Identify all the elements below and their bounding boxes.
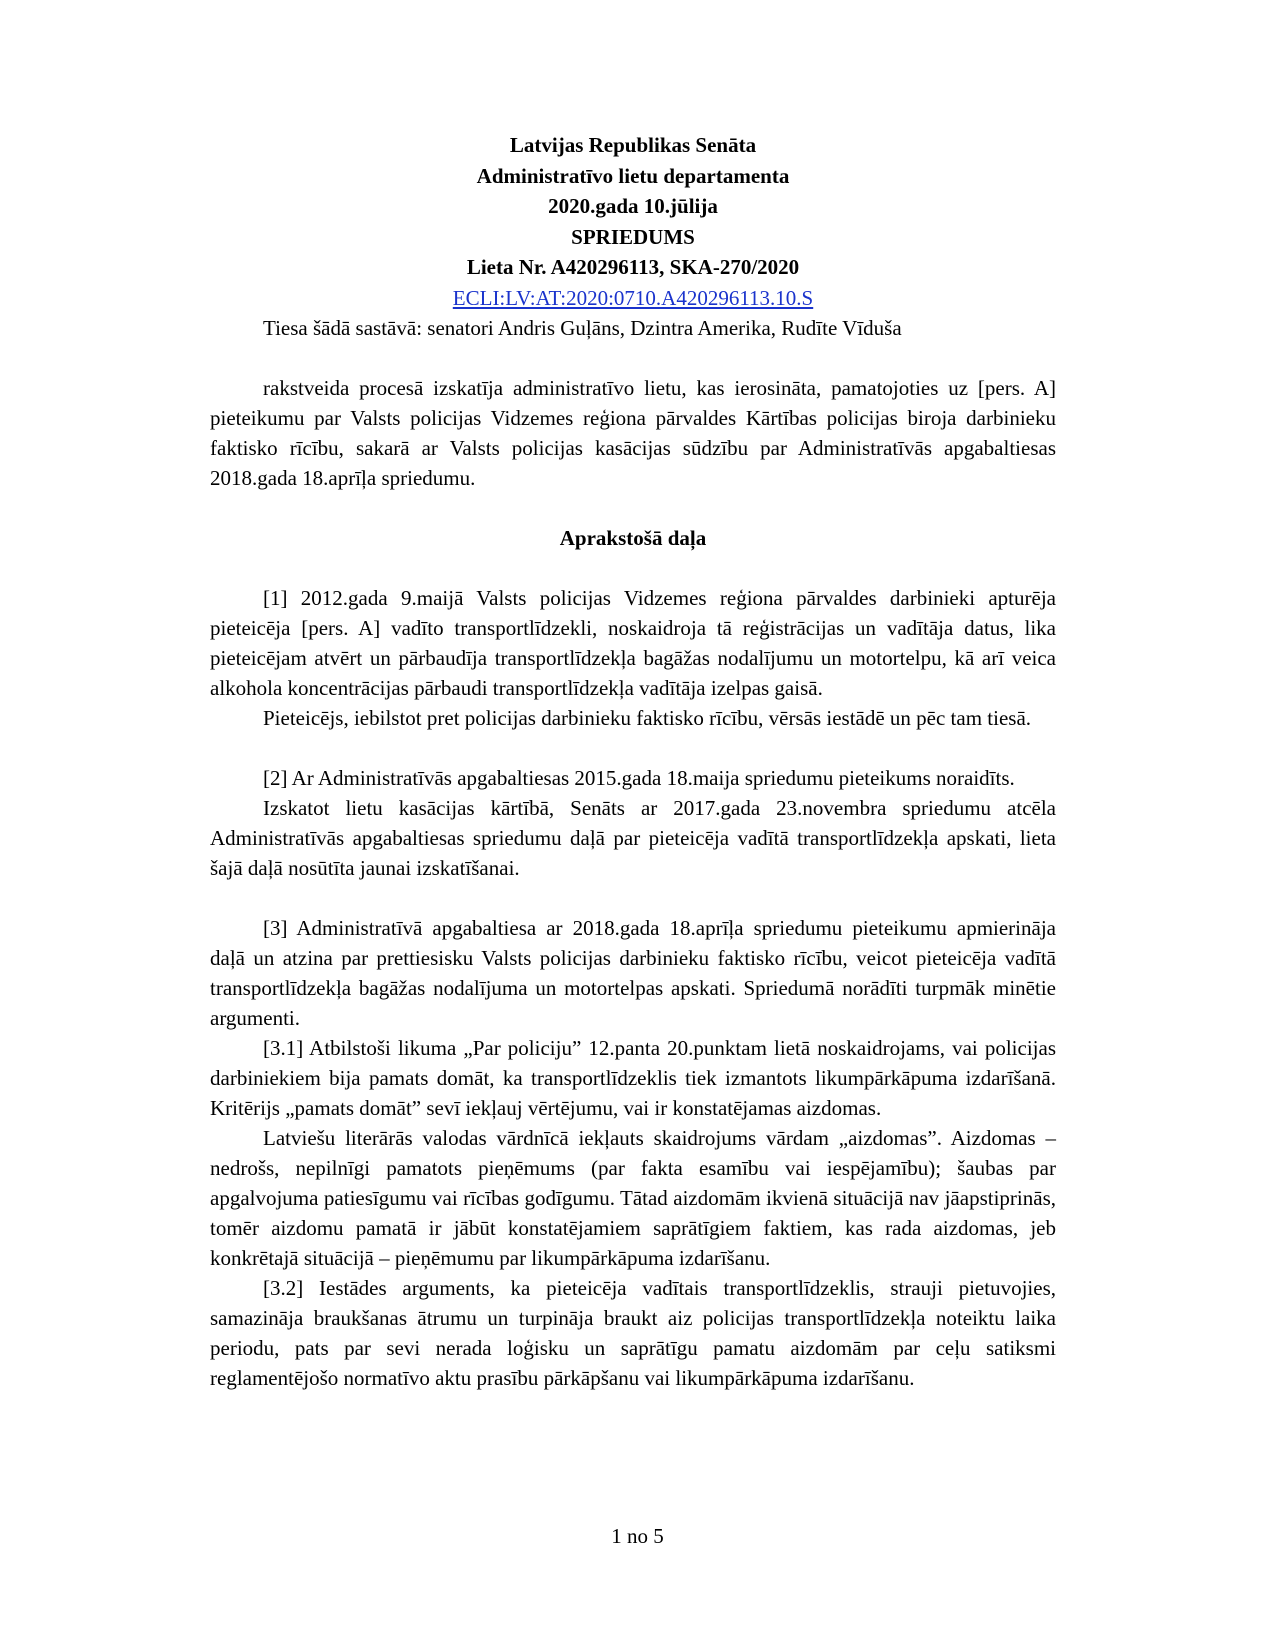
ecli-link[interactable]: ECLI:LV:AT:2020:0710.A420296113.10.S (452, 285, 814, 310)
judgment-date: 2020.gada 10.jūlija (548, 194, 718, 218)
paragraph-3: [3] Administratīvā apgabaltiesa ar 2018.gada 18.aprīļa spriedumu pieteikumu apmierināja daļā un atzina par prettiesisku Valsts policijas darbinieku faktisko rīcību, veicot pieteicēja vadītā transportlīdzekļa bagāžas nodalījuma un motortelpas apskati. Spriedumā norādīti turpmāk minētie argumenti. (210, 916, 1056, 1030)
page-number: 1 no 5 (611, 1524, 664, 1548)
document-type: SPRIEDUMS (571, 224, 695, 249)
paragraph-3-2: [3.2] Iestādes arguments, ka pieteicēja vadītais transportlīdzeklis, strauji pietuvojies, samazināja braukšanas ātrumu un turpināja braukt aiz policijas transportlīdzekļa noteiktu laika periodu, pats par sevi nerada loģisku un saprātīgu pamatu aizdomām par ceļu satiksmi reglamentējošo normatīvo aktu prasību pārkāpšanu vai likumpārkāpuma izdarīšanu. (210, 1276, 1056, 1390)
paragraph-2-continued: Izskatot lietu kasācijas kārtībā, Senāts ar 2017.gada 23.novembra spriedumu atcēla Administratīvās apgabaltiesas spriedumu daļā par pieteicēja vadītā transportlīdzekļa apskati, lieta šajā daļā nosūtīta jaunai izskatīšanai. (210, 796, 1056, 880)
paragraph-3-1: [3.1] Atbilstoši likuma „Par policiju” 12.panta 20.punktam lietā noskaidrojams, vai policijas darbiniekiem bija pamats domāt, ka transportlīdzeklis tiek izmantots likumpārkāpuma izdarīšanā. Kritērijs „pamats domāt” sevī iekļauj vērtējumu, vai ir konstatējamas aizdomas. (210, 1036, 1056, 1120)
document-page (210, 130, 1056, 1393)
document-header (210, 130, 1056, 313)
paragraph-1: [1] 2012.gada 9.maijā Valsts policijas Vidzemes reģiona pārvaldes darbinieki apturēja pieteicēja [pers. A] vadīto transportlīdzekli, noskaidroja tā reģistrācijas un vadītāja datus, lika pieteicējam atvērt un pārbaudīja transportlīdzekļa bagāžas nodalījumu un motortelpu, kā arī veica alkohola koncentrācijas pārbaudi transportlīdzekļa vadītāja izelpas gaisā. (210, 586, 1056, 700)
paragraph-3-1-continued: Latviešu literārās valodas vārdnīcā iekļauts skaidrojums vārdam „aizdomas”. Aizdomas – nedrošs, nepilnīgi pamatots pieņēmums (par fakta esamību vai iespējamību); šaubas par apgalvojuma patiesīgumu vai rīcības godīgumu. Tātad aizdomām ikvienā situācijā nav jāapstiprinās, tomēr aizdomu pamatā ir jābūt konstatējamiem saprātīgiem faktiem, kas rada aizdomas, jeb konkrētajā situācijā – pieņēmumu par likumpārkāpuma izdarīšanu. (210, 1126, 1056, 1270)
court-composition: Tiesa šādā sastāvā: senatori Andris Guļāns, Dzintra Amerika, Rudīte Vīduša (263, 316, 902, 340)
paragraph-1-continued: Pieteicējs, iebilstot pret policijas darbinieku faktisko rīcību, vērsās iestādē un pēc tam tiesā. (263, 706, 1032, 730)
department-name: Administratīvo lietu departamenta (476, 163, 790, 188)
court-name: Latvijas Republikas Senāta (509, 133, 757, 157)
paragraph-2: [2] Ar Administratīvās apgabaltiesas 2015.gada 18.maija spriedumu pieteikums noraidīts. (263, 766, 1015, 790)
case-number: Lieta Nr. A420296113, SKA-270/2020 (466, 255, 800, 279)
intro-paragraph: rakstveida procesā izskatīja administratīvo lietu, kas ierosināta, pamatojoties uz [pers. A] pieteikumu par Valsts policijas Vidzemes reģiona pārvaldes Kārtības policijas biroja darbinieku faktisko rīcību, sakarā ar Valsts policijas kasācijas sūdzību par Administratīvās apgabaltiesas 2018.gada 18.aprīļa spriedumu. (210, 376, 1056, 490)
section-title: Aprakstošā daļa (559, 526, 707, 550)
